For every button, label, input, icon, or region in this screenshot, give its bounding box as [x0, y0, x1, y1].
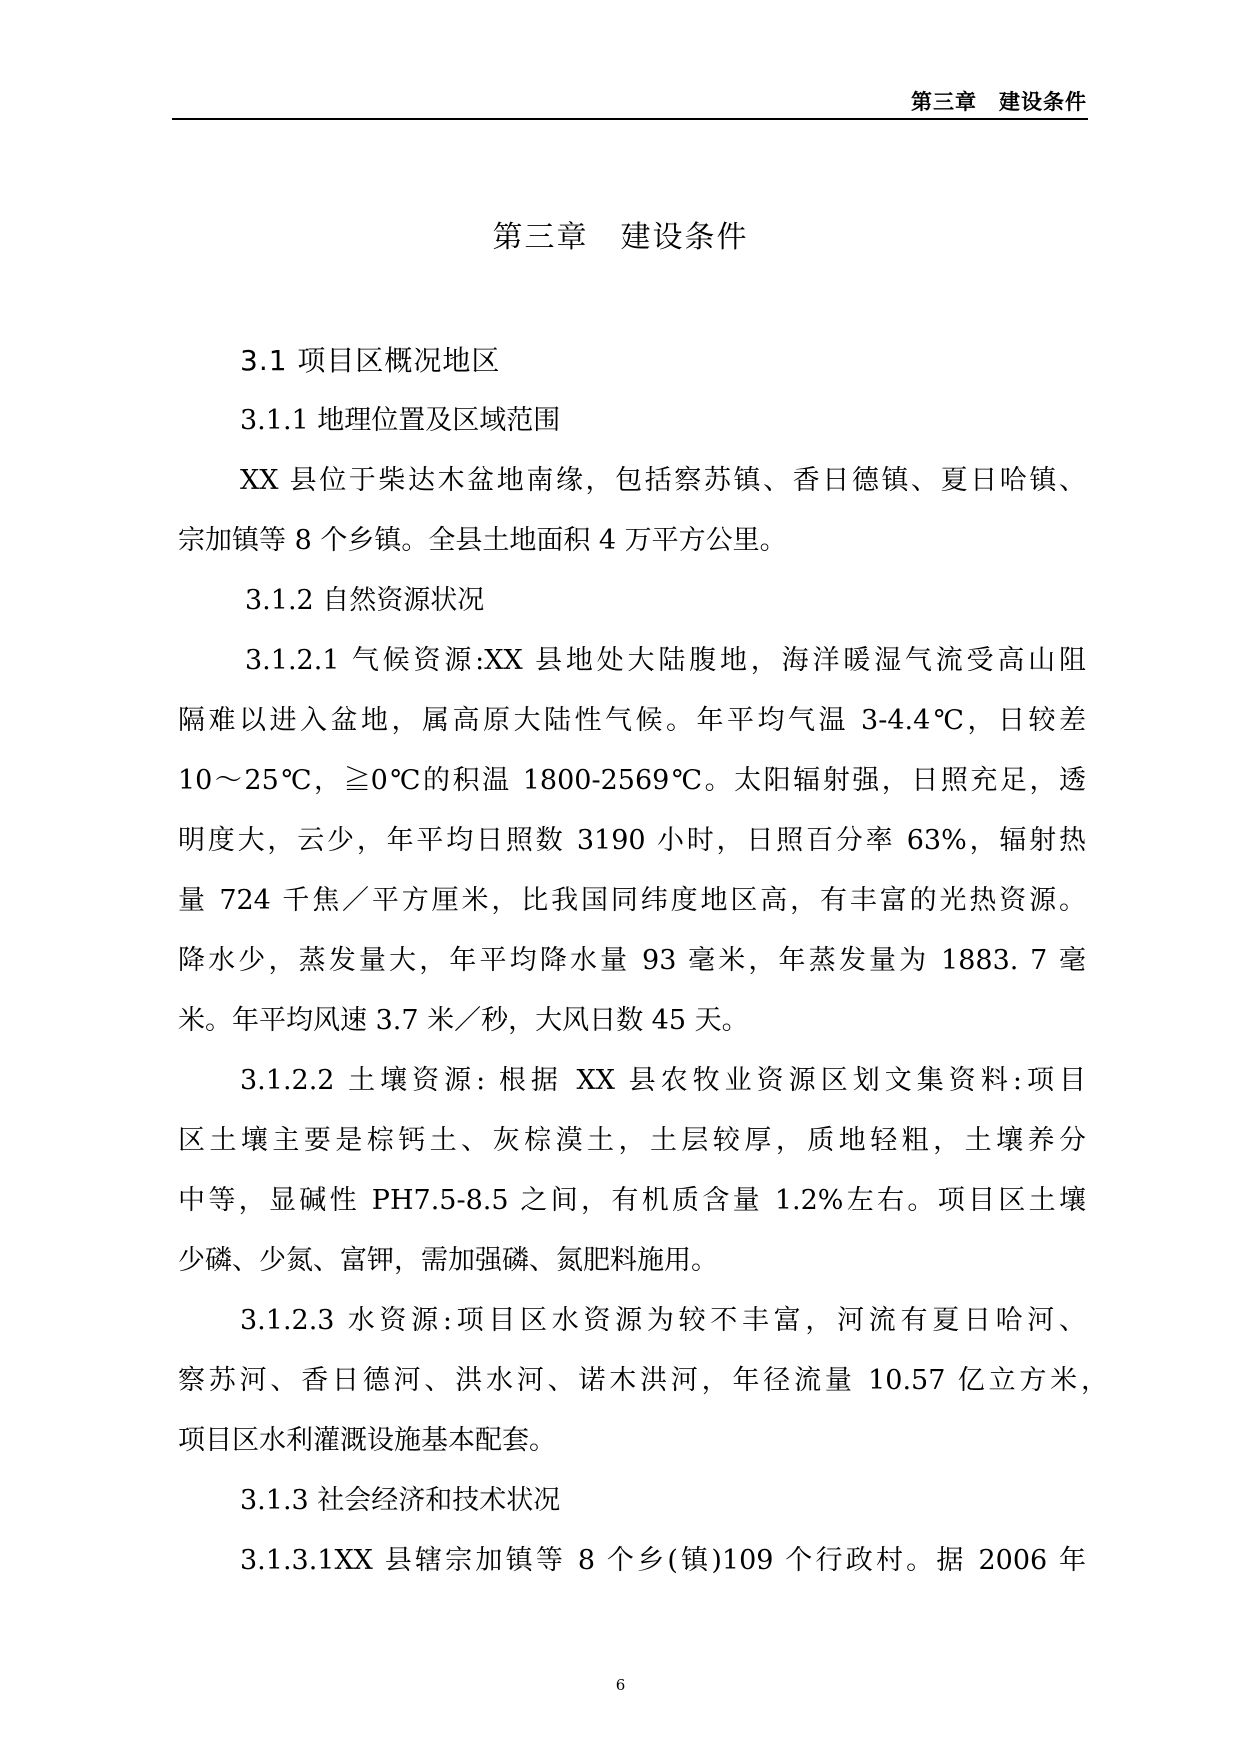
paragraph-line: 量 724 千焦／平方厘米，比我国同纬度地区高，有丰富的光热资源。: [178, 885, 1086, 916]
paragraph-line: XX 县位于柴达木盆地南缘，包括察苏镇、香日德镇、夏日哈镇、: [240, 465, 1086, 496]
section-heading: 3.1 项目区概况地区: [240, 344, 501, 377]
subsection-heading: 3.1.1 地理位置及区域范围: [240, 405, 561, 436]
running-header: 第三章 建设条件: [911, 90, 1087, 114]
paragraph-line: 3.1.3.1XX 县辖宗加镇等 8 个乡(镇)109 个行政村。据 2006 年: [240, 1545, 1086, 1576]
paragraph-line: 米。年平均风速 3.7 米／秒，大风日数 45 天。: [178, 1005, 749, 1036]
paragraph-line: 区土壤主要是棕钙土、灰棕漠土，土层较厚，质地轻粗，土壤养分: [178, 1125, 1086, 1156]
paragraph-line: 察苏河、香日德河、洪水河、诺木洪河，年径流量 10.57 亿立方米，: [178, 1365, 1108, 1396]
paragraph-line: 宗加镇等 8 个乡镇。全县土地面积 4 万平方公里。: [178, 525, 787, 556]
paragraph-line: 少磷、少氮、富钾，需加强磷、氮肥料施用。: [178, 1245, 718, 1276]
page-number: 6: [615, 1676, 626, 1694]
subsection-heading: 3.1.2 自然资源状况: [245, 585, 485, 616]
paragraph-line: 3.1.2.2 土壤资源: 根据 XX 县农牧业资源区划文集资料:项目: [240, 1065, 1086, 1096]
paragraph-line: 项目区水利灌溉设施基本配套。: [178, 1425, 556, 1456]
header-divider: [172, 118, 1088, 120]
paragraph-line: 明度大，云少，年平均日照数 3190 小时，日照百分率 63%，辐射热: [178, 825, 1086, 856]
paragraph-line: 3.1.2.3 水资源:项目区水资源为较不丰富，河流有夏日哈河、: [240, 1305, 1086, 1336]
paragraph-line: 中等，显碱性 PH7.5-8.5 之间，有机质含量 1.2%左右。项目区土壤: [178, 1185, 1086, 1216]
paragraph-line: 隔难以进入盆地，属高原大陆性气候。年平均气温 3-4.4℃，日较差: [178, 705, 1086, 736]
subsection-heading: 3.1.3 社会经济和技术状况: [240, 1485, 561, 1516]
paragraph-line: 降水少，蒸发量大，年平均降水量 93 毫米，年蒸发量为 1883. 7 毫: [178, 945, 1086, 976]
paragraph-line: 3.1.2.1 气候资源:XX 县地处大陆腹地，海洋暖湿气流受高山阻: [245, 645, 1086, 676]
paragraph-line: 10～25℃，≧0℃的积温 1800-2569℃。太阳辐射强，日照充足，透: [178, 765, 1086, 796]
chapter-title: 第三章 建设条件: [492, 220, 749, 255]
